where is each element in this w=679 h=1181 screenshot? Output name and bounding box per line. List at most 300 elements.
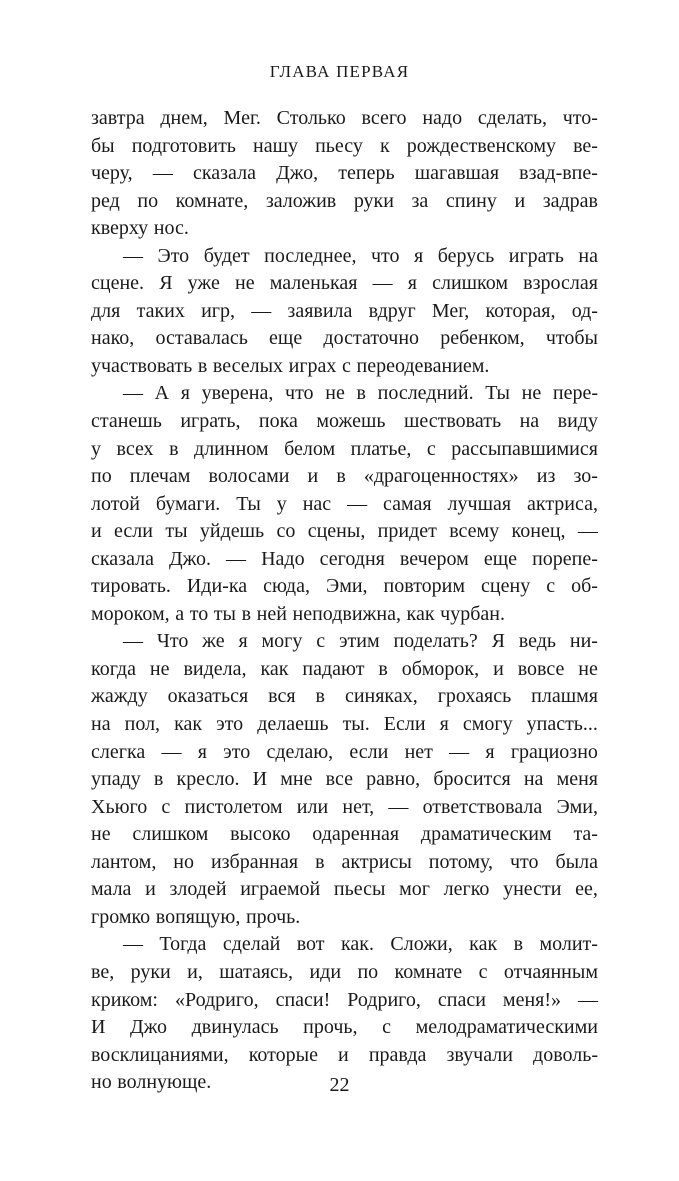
word: Это — [157, 244, 190, 267]
word: станешь — [91, 410, 162, 433]
word: лотой — [91, 492, 140, 515]
word: которая, — [485, 299, 556, 322]
word: вдруг — [368, 299, 416, 322]
word: оказаться — [167, 685, 249, 708]
word: с — [316, 630, 326, 653]
word: слишком — [432, 272, 509, 295]
text-line — [91, 711, 598, 739]
word: и — [514, 189, 526, 212]
word: к — [379, 134, 390, 157]
word: играх — [288, 354, 337, 377]
word: бы — [91, 134, 115, 157]
text-line — [91, 133, 598, 161]
word: А — [154, 382, 170, 405]
word: заявила — [287, 299, 353, 322]
word: — — [226, 547, 247, 570]
word: то — [189, 602, 209, 625]
word: рождественскому — [406, 134, 557, 157]
word: черу, — [91, 162, 133, 185]
word: ве- — [573, 134, 598, 157]
word: нако, — [91, 327, 135, 350]
word: для — [91, 299, 121, 322]
word: поделать? — [393, 630, 478, 653]
text-line — [91, 739, 598, 767]
running-head: ГЛАВА ПЕРВАЯ — [269, 62, 410, 81]
word: которые — [248, 1043, 318, 1066]
word: — — [123, 933, 143, 956]
text-line — [91, 766, 598, 794]
word: не — [91, 823, 111, 846]
word: избранная — [210, 850, 299, 873]
word: упасть... — [526, 713, 598, 736]
text-line — [91, 408, 598, 436]
word: «драгоценностях» — [363, 465, 519, 488]
word: — — [577, 520, 598, 543]
word: Я — [491, 630, 505, 653]
word: злодей — [169, 878, 227, 901]
text-line — [91, 298, 598, 326]
word: со — [276, 520, 296, 543]
word: на — [523, 768, 544, 791]
word: и — [307, 465, 319, 488]
word: неподвижна, — [292, 602, 401, 625]
word: ве, — [91, 960, 115, 983]
word: комнате — [394, 960, 463, 983]
word: од- — [571, 299, 598, 322]
word: с — [546, 575, 556, 598]
word: еще — [269, 327, 303, 350]
word: и — [91, 520, 102, 543]
word: слишком — [132, 823, 209, 846]
word: упаду — [91, 768, 141, 791]
word: Ты — [236, 492, 261, 515]
word: сегодня — [319, 547, 385, 570]
word: как — [260, 657, 289, 680]
word: уверена, — [201, 382, 274, 405]
word: пьесы — [333, 878, 386, 901]
word: бросится — [433, 768, 511, 791]
word: вот — [296, 933, 325, 956]
word: подготовить — [131, 134, 236, 157]
word: сцену — [481, 575, 531, 598]
word: с — [342, 354, 351, 377]
word: лантом, — [91, 850, 157, 873]
word: Столько — [276, 107, 346, 129]
word: оставалась — [155, 327, 248, 350]
word: взад-впе- — [519, 162, 598, 185]
text-line — [91, 160, 598, 188]
word: плашмя — [531, 685, 598, 708]
word: и — [145, 878, 156, 901]
word: с — [478, 960, 488, 983]
text-line — [91, 380, 598, 408]
word: потому, — [428, 850, 493, 873]
word: не — [149, 657, 170, 680]
word: по — [137, 189, 159, 212]
word: могу — [261, 630, 303, 653]
word: звучали — [446, 1043, 513, 1066]
word: не — [521, 382, 542, 405]
word: прочь. — [245, 905, 301, 928]
word: как — [406, 602, 435, 625]
word: Ты — [485, 382, 510, 405]
word: пистолетом — [184, 795, 283, 818]
word: всему — [449, 520, 500, 543]
word: «Родриго, — [174, 988, 259, 1011]
word: — — [388, 795, 409, 818]
word: сделай — [222, 933, 281, 956]
word: когда — [91, 657, 136, 680]
word: что — [370, 244, 400, 267]
word: но — [173, 850, 194, 873]
word: зо- — [573, 465, 598, 488]
word: кресло. — [176, 768, 240, 791]
word: Сложи, — [390, 933, 453, 956]
word: по — [91, 465, 112, 488]
word: если — [114, 520, 153, 543]
word: падают — [302, 657, 365, 680]
word: Джо, — [276, 162, 319, 185]
word: — — [152, 162, 173, 185]
word: актрисы — [341, 850, 412, 873]
word: этим — [338, 630, 380, 653]
word: как — [469, 933, 498, 956]
word: шагавшая — [414, 162, 500, 185]
word: сказала — [91, 547, 154, 570]
word: была — [555, 850, 598, 873]
word: та- — [573, 823, 598, 846]
word: ты — [165, 520, 188, 543]
word: ни- — [569, 630, 598, 653]
word: и — [338, 1043, 349, 1066]
word: Эми, — [556, 795, 598, 818]
word: в — [315, 685, 325, 708]
text-line — [91, 821, 598, 849]
word: мог — [399, 878, 430, 901]
text-line — [91, 105, 598, 133]
word: руки — [353, 189, 394, 212]
word: доволь- — [533, 1043, 598, 1066]
word: меня!» — [502, 988, 562, 1011]
word: нас — [302, 492, 332, 515]
text-line — [91, 876, 598, 904]
word: об- — [571, 575, 598, 598]
text-line — [91, 628, 598, 656]
word: Тогда — [159, 933, 207, 956]
word: актриса, — [526, 492, 598, 515]
word: маленькая — [269, 272, 358, 295]
word: — — [251, 299, 272, 322]
word: криком: — [91, 988, 158, 1011]
word: последнее, — [264, 244, 357, 267]
word: бумаги. — [155, 492, 221, 515]
word: ней — [256, 602, 287, 625]
word: волосами — [208, 465, 290, 488]
word: кверху — [91, 217, 149, 240]
word: конец, — [511, 520, 566, 543]
word: вся — [268, 685, 296, 708]
word: мороком, — [91, 602, 170, 625]
word: сцены, — [307, 520, 366, 543]
word: у — [276, 492, 287, 515]
word: Что — [156, 630, 189, 653]
word: сказала — [192, 162, 256, 185]
word: пока — [258, 410, 298, 433]
word: у — [91, 437, 101, 460]
text-line — [91, 931, 598, 959]
word: это — [216, 713, 244, 736]
word: Хьюго — [91, 795, 148, 818]
word: как — [174, 713, 203, 736]
word: но — [91, 1071, 112, 1094]
text-line — [91, 353, 598, 381]
word: — — [161, 740, 182, 763]
word: переодеванием. — [356, 354, 490, 377]
word: одаренная — [312, 823, 400, 846]
text-line — [91, 188, 598, 216]
word: играть — [508, 244, 564, 267]
word: синяках, — [344, 685, 418, 708]
word: спаси! — [275, 988, 331, 1011]
word: ответствовала — [422, 795, 543, 818]
word: чтобы — [545, 327, 598, 350]
word: жажду — [91, 685, 148, 708]
word: слегка — [91, 740, 146, 763]
page-number: 22 — [329, 1074, 350, 1096]
text-line — [91, 959, 598, 987]
word: играть, — [180, 410, 241, 433]
word: Я — [159, 272, 173, 295]
word: ее, — [575, 878, 598, 901]
word: иди — [309, 960, 342, 983]
word: по — [357, 960, 379, 983]
word: Джо. — [169, 547, 211, 570]
word: платье, — [350, 437, 412, 460]
word: в — [169, 437, 179, 460]
word: в — [356, 382, 366, 405]
word: длинном — [194, 437, 269, 460]
word: порепе- — [532, 547, 598, 570]
word: задрав — [542, 189, 598, 212]
word: шатаясь, — [219, 960, 294, 983]
word: — — [372, 272, 393, 295]
word: Мег, — [431, 299, 470, 322]
word: ребенком, — [440, 327, 525, 350]
word: нос. — [153, 217, 189, 240]
word: достаточно — [323, 327, 420, 350]
word: это — [223, 740, 251, 763]
word: вопящую, — [155, 905, 241, 928]
word: игр, — [201, 299, 235, 322]
word: делаешь — [257, 713, 329, 736]
word: из — [536, 465, 556, 488]
word: днем, — [160, 107, 208, 129]
word: плечам — [129, 465, 191, 488]
word: же — [202, 630, 225, 653]
word: Если — [383, 713, 426, 736]
text-line — [91, 518, 598, 546]
word: нашу — [253, 134, 298, 157]
word: рассыпавшимися — [451, 437, 598, 460]
text-line — [91, 243, 598, 271]
word: я — [439, 713, 449, 736]
word: чурбан. — [440, 602, 505, 625]
word: ты. — [342, 713, 370, 736]
text-line — [91, 1014, 598, 1042]
word: вовсе — [517, 657, 565, 680]
word: громко — [91, 905, 151, 928]
word: отчаянным — [503, 960, 598, 983]
word: с — [382, 1016, 392, 1039]
word: в — [197, 354, 208, 377]
word: что — [285, 382, 314, 405]
word: таких — [136, 299, 185, 322]
word: грациозно — [510, 740, 598, 763]
word: ты — [213, 602, 236, 625]
word: не — [578, 657, 598, 680]
word: И — [252, 768, 268, 791]
word: а — [175, 602, 185, 625]
word: уйдешь — [199, 520, 265, 543]
word: я — [485, 740, 495, 763]
word: еще — [483, 547, 518, 570]
word: правда — [368, 1043, 427, 1066]
word: — — [123, 382, 143, 405]
word: комнате, — [175, 189, 249, 212]
text-line — [91, 463, 598, 491]
word: — — [347, 492, 368, 515]
word: сделать, — [477, 107, 547, 129]
word: мала — [91, 878, 132, 901]
word: волнующе. — [117, 1071, 212, 1094]
word: Джо — [130, 1016, 167, 1039]
word: что- — [562, 107, 598, 129]
word: взрослая — [523, 272, 598, 295]
text-line — [91, 683, 598, 711]
word: сцене. — [91, 272, 145, 295]
word: унести — [503, 878, 562, 901]
word: теперь — [338, 162, 395, 185]
word: — — [578, 988, 598, 1011]
word: — — [123, 244, 143, 267]
word: руки — [130, 960, 171, 983]
word: И — [91, 1016, 106, 1039]
word: не — [234, 272, 255, 295]
text-line — [91, 1042, 598, 1070]
text-line — [91, 546, 598, 574]
word: с — [161, 795, 171, 818]
word: Эми, — [325, 575, 368, 598]
word: в — [153, 768, 164, 791]
word: будет — [203, 244, 250, 267]
word: нет — [404, 740, 433, 763]
word: пьесу — [315, 134, 363, 157]
text-line — [91, 573, 598, 601]
word: Родриго, — [347, 988, 421, 1011]
word: нет, — [342, 795, 375, 818]
text-line — [91, 849, 598, 877]
word: и, — [187, 960, 203, 983]
word: уже — [187, 272, 220, 295]
word: ред — [91, 189, 120, 212]
word: или — [296, 795, 329, 818]
word: все — [325, 768, 353, 791]
word: в — [315, 850, 325, 873]
word: я — [180, 382, 190, 405]
word: драматическим — [420, 823, 552, 846]
text-line — [91, 270, 598, 298]
word: берусь — [437, 244, 495, 267]
word: самая — [383, 492, 432, 515]
word: двинулась — [191, 1016, 279, 1039]
word: пере- — [552, 382, 598, 405]
word: виду — [557, 410, 598, 433]
word: в — [378, 657, 388, 680]
word: последний. — [377, 382, 474, 405]
word: мелодраматическими — [415, 1016, 598, 1039]
word: лучшая — [447, 492, 512, 515]
text-line — [91, 601, 598, 629]
word: как. — [340, 933, 374, 956]
text-line — [91, 215, 598, 243]
word: на — [91, 713, 111, 736]
word: спину — [445, 189, 497, 212]
word: Мег. — [223, 107, 261, 129]
word: не — [325, 382, 345, 405]
word: веселых — [212, 354, 284, 377]
word: видела, — [183, 657, 247, 680]
word: всего — [361, 107, 407, 129]
body-text — [91, 105, 598, 1097]
word: восклицаниями, — [91, 1043, 229, 1066]
word: легко — [443, 878, 490, 901]
word: ведь — [518, 630, 557, 653]
word: мне — [280, 768, 313, 791]
word: с — [426, 437, 436, 460]
word: надо — [422, 107, 463, 129]
word: Иди-ка — [186, 575, 248, 598]
word: — — [449, 740, 470, 763]
text-line — [91, 794, 598, 822]
word: играемой — [240, 878, 321, 901]
word: прочь, — [303, 1016, 358, 1039]
word: смогу — [462, 713, 513, 736]
word: тировать. — [91, 575, 171, 598]
word: грохаясь — [437, 685, 512, 708]
word: я — [238, 630, 248, 653]
word: белом — [284, 437, 336, 460]
word: за — [411, 189, 429, 212]
word: меня — [556, 768, 598, 791]
word: участвовать — [91, 354, 193, 377]
text-line — [91, 491, 598, 519]
word: всех — [116, 437, 154, 460]
word: на — [578, 244, 598, 267]
word: я — [407, 272, 417, 295]
word: шествовать — [403, 410, 502, 433]
word: придет — [377, 520, 437, 543]
word: на — [519, 410, 540, 433]
word: высоко — [230, 823, 291, 846]
word: я — [414, 244, 424, 267]
text-line — [91, 656, 598, 684]
word: и — [493, 657, 504, 680]
word: равно, — [366, 768, 421, 791]
text-line — [91, 987, 598, 1015]
word: — — [123, 630, 143, 653]
word: спаси — [437, 988, 486, 1011]
word: если — [349, 740, 389, 763]
